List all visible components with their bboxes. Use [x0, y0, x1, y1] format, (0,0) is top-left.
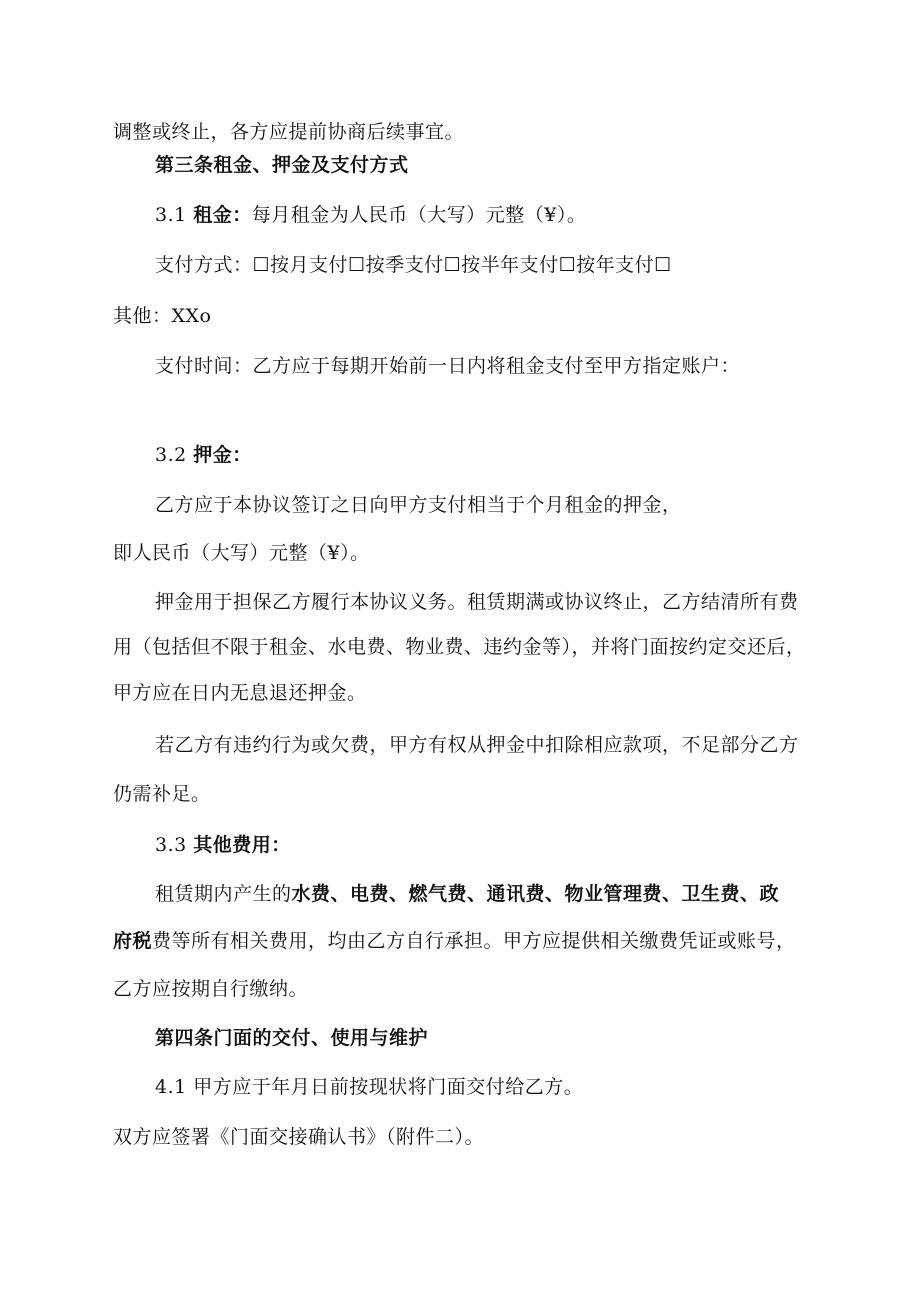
deposit-line-3: 押金用于担保乙方履行本协议义务。租赁期满或协议终止，乙方结清所有费: [155, 591, 799, 613]
section-number: 3.3: [155, 834, 194, 856]
section-number: 3.2: [155, 444, 194, 466]
section-text: 每月租金为人民币（大写）元整（¥）。: [251, 204, 587, 226]
section-3-2-line: [155, 442, 252, 468]
fees-text: 租赁期内产生的: [155, 883, 292, 905]
deposit-line-7: 仍需补足。: [113, 783, 211, 805]
fees-list-bold: 府税: [113, 930, 153, 952]
section-3-1-line: [155, 202, 586, 228]
article-4-title: 第四条门面的交付、使用与维护: [155, 1027, 429, 1049]
paragraph-line: 调整或终止，各方应提前协商后续事宜。: [113, 121, 465, 143]
fees-list-bold: 水费、电费、燃气费、通讯费、物业管理费、卫生费、政: [291, 883, 780, 905]
section-number: 3.1: [155, 204, 194, 226]
section-label-rent: 租金：: [193, 204, 252, 226]
fees-line-3: 乙方应按期自行缴纳。: [113, 978, 309, 1000]
section-label-deposit: 押金：: [193, 444, 252, 466]
section-label-other-fees: 其他费用：: [193, 834, 291, 856]
fees-line-2: [113, 928, 796, 954]
payment-method-line: 支付方式：☐按月支付☐按季支付☐按半年支付☐按年支付☐: [155, 254, 672, 276]
fees-text: 费等所有相关费用，均由乙方自行承担。甲方应提供相关缴费凭证或账号，: [152, 930, 796, 952]
section-4-1-line: [155, 1074, 583, 1100]
section-text: 甲方应于年月日前按现状将门面交付给乙方。: [193, 1076, 584, 1098]
deposit-line-6: 若乙方有违约行为或欠费，甲方有权从押金中扣除相应款项，不足部分乙方: [155, 734, 799, 756]
deposit-line-2: 即人民币（大写）元整（¥）。: [113, 542, 370, 564]
deposit-line-4: 用（包括但不限于租金、水电费、物业费、违约金等），并将门面按约定交还后，: [113, 636, 806, 658]
section-4-1-line-2: 双方应签署《门面交接确认书》（附件二）。: [113, 1126, 485, 1148]
deposit-line-5: 甲方应在日内无息退还押金。: [113, 682, 367, 704]
deposit-line-1: 乙方应于本协议签订之日向甲方支付相当于个月租金的押金，: [155, 494, 682, 516]
fees-line-1: [155, 881, 779, 907]
section-number: 4.1: [155, 1076, 194, 1098]
section-3-3-line: [155, 832, 291, 858]
article-3-title: 第三条租金、押金及支付方式: [155, 154, 409, 176]
payment-other-line: 其他：XXo: [113, 305, 212, 327]
payment-time-line: 支付时间：乙方应于每期开始前一日内将租金支付至甲方指定账户：: [155, 355, 741, 377]
